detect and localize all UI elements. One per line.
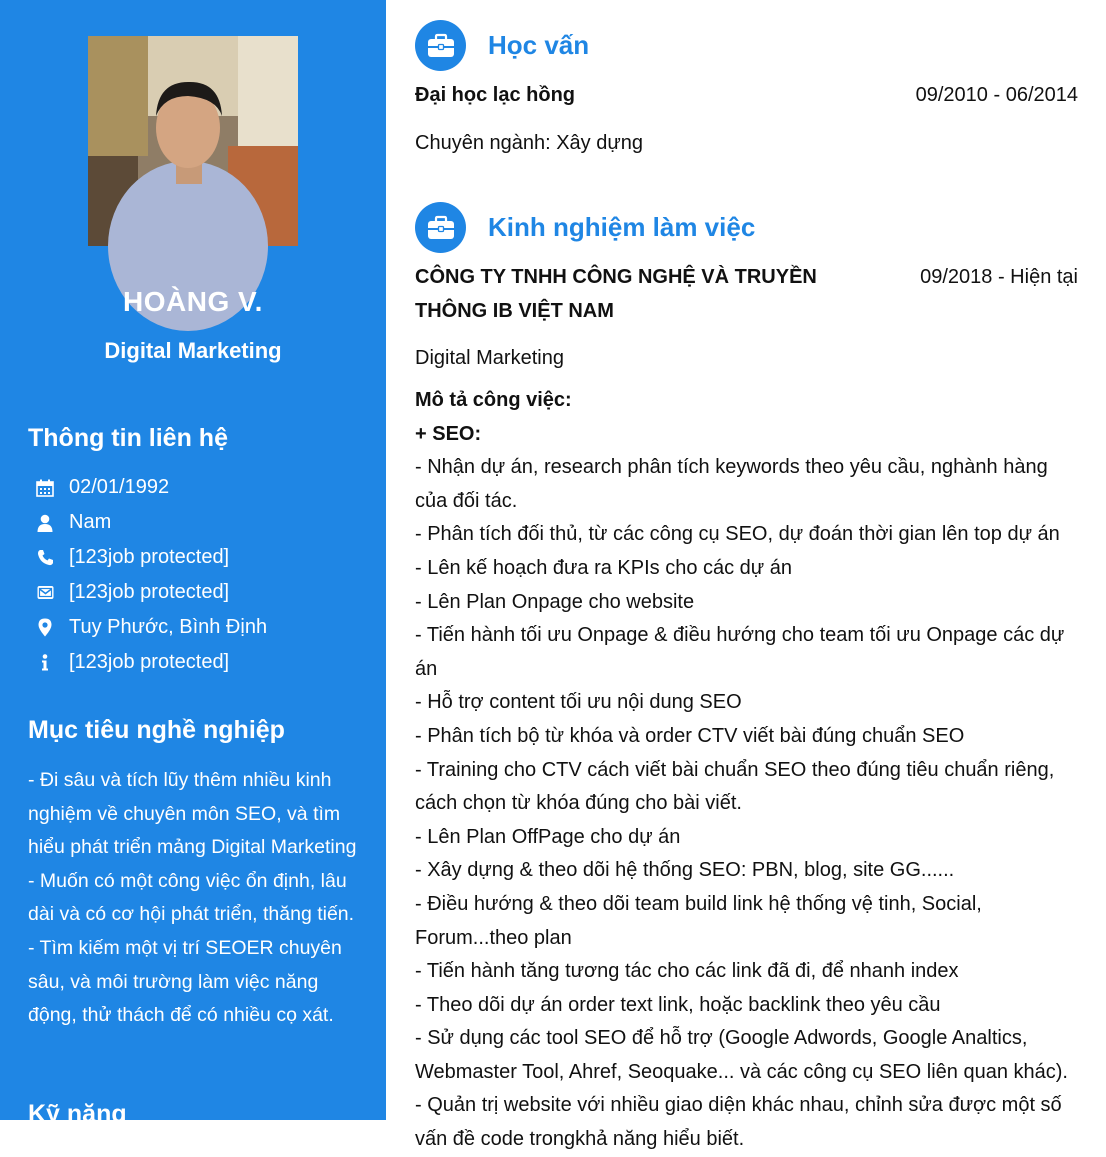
experience-period: 09/2018 - Hiện tại: [920, 266, 1078, 288]
info-icon: [34, 652, 56, 674]
desc-line: - Theo dõi dự án order text link, hoặc backlink theo yêu cầu: [415, 993, 941, 1016]
company-name-line1: CÔNG TY TNHH CÔNG NGHỆ VÀ TRUYỀN: [415, 266, 817, 288]
desc-line: - Nhận dự án, research phân tích keywords theo yêu cầu, nghành hàng của đối tác.: [415, 456, 1048, 512]
desc-line: - Quản trị website với nhiều giao diện khác nhau, chỉnh sửa được một số vấn đề code trongkhả năng hiểu biết.: [415, 1094, 1062, 1151]
sidebar: [0, 0, 386, 1128]
desc-line: - Training cho CTV cách viết bài chuẩn SEO theo đúng tiêu chuẩn riêng, cách chọn từ khóa đúng cho bài viết.: [415, 758, 1055, 815]
education-title: Học vấn: [488, 30, 590, 60]
objective-line: - Tìm kiếm một vị trí SEOER chuyên sâu, và môi trường làm việc năng động, thử thách để có nhiều cọ xát.: [28, 936, 342, 1027]
briefcase-icon: [415, 20, 466, 71]
phone-icon: [34, 547, 56, 569]
contact-item-gender: [34, 505, 267, 540]
objective-text: [28, 764, 363, 1033]
main-content: [386, 0, 1106, 1151]
contact-text: [123job protected]: [69, 581, 230, 603]
objective-heading: Mục tiêu nghề nghiệp: [28, 716, 285, 744]
contact-text: Tuy Phước, Bình Định: [69, 616, 268, 638]
desc-label: Mô tả công việc:: [415, 389, 572, 411]
desc-line: - Lên Plan Onpage cho website: [415, 590, 695, 613]
desc-line: - Xây dựng & theo dõi hệ thống SEO: PBN, blog, site GG......: [415, 859, 955, 882]
desc-line: - Điều hướng & theo dõi team build link hệ thống vệ tinh, Social, Forum...theo plan: [415, 892, 982, 949]
desc-line: - Sử dụng các tool SEO để hỗ trợ (Google Adwords, Google Analtics, Webmaster Tool, Ahref, Seoquake... và các công cụ SEO liên quan khác).: [415, 1027, 1068, 1083]
candidate-role: Digital Marketing: [104, 338, 282, 363]
contact-heading: Thông tin liên hệ: [28, 424, 228, 452]
avatar: [88, 36, 298, 246]
desc-line: - Lên Plan OffPage cho dự án: [415, 825, 681, 848]
contact-text: Nam: [69, 511, 112, 533]
experience-title: Kinh nghiệm làm việc: [488, 212, 756, 242]
map-pin-icon: [34, 617, 56, 639]
contact-item-birthday: [34, 470, 267, 505]
desc-line: - Tiến hành tăng tương tác cho các link đã đi, để nhanh index: [415, 960, 959, 983]
candidate-name: HOÀNG V.: [123, 286, 263, 317]
company-name-line2: THÔNG IB VIỆT NAM: [415, 300, 614, 322]
objective-line: - Đi sâu và tích lũy thêm nhiều kinh nghiệm về chuyên môn SEO, và tìm hiểu phát triển mảng Digital Marketing: [28, 769, 357, 859]
envelope-icon: [34, 582, 56, 604]
briefcase-icon: [415, 202, 466, 253]
contact-item-address: [34, 610, 267, 645]
desc-line: - Hỗ trợ content tối ưu nội dung SEO: [415, 691, 742, 714]
desc-line: - Tiến hành tối ưu Onpage & điều hướng cho team tối ưu Onpage các dự án: [415, 624, 1065, 680]
job-position: Digital Marketing: [415, 347, 564, 369]
school-name: Đại học lạc hồng: [415, 84, 576, 106]
desc-line: - Phân tích bộ từ khóa và order CTV viết bài đúng chuẩn SEO: [415, 724, 965, 747]
contact-text: [123job protected]: [69, 546, 230, 568]
calendar-icon: [34, 477, 56, 499]
contact-text: [123job protected]: [69, 651, 230, 673]
education-period: 09/2010 - 06/2014: [915, 84, 1078, 106]
contact-item-info: [34, 645, 267, 680]
seo-label: + SEO:: [415, 422, 482, 445]
job-description: [415, 384, 1080, 1157]
objective-line: - Muốn có một công việc ổn định, lâu dài và có cơ hội phát triển, thăng tiến.: [28, 869, 355, 926]
contact-item-phone: [34, 540, 267, 575]
contact-item-email: [34, 575, 267, 610]
profile-photo: [88, 36, 298, 246]
desc-line: - Phân tích đối thủ, từ các công cụ SEO, dự đoán thời gian lên top dự án: [415, 523, 1060, 546]
education-major: Chuyên ngành: Xây dựng: [415, 132, 643, 154]
user-icon: [34, 512, 56, 534]
contact-text: 02/01/1992: [69, 476, 170, 498]
skills-heading: Kỹ năng: [28, 1100, 127, 1128]
contact-list: [34, 470, 267, 680]
desc-line: - Lên kế hoạch đưa ra KPIs cho các dự án: [415, 556, 792, 579]
